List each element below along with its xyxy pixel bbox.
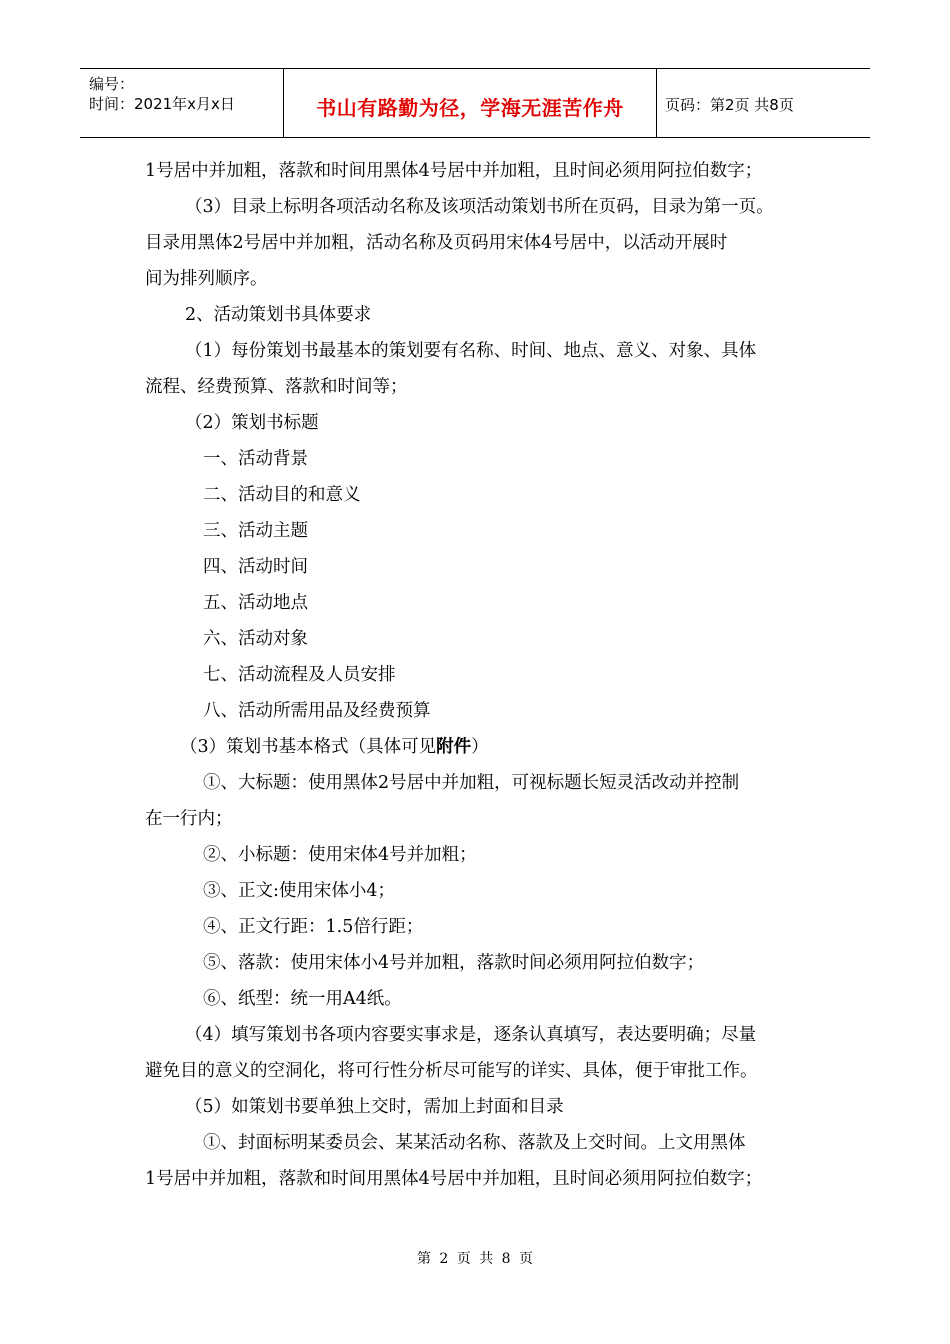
list-item: 八、活动所需用品及经费预算 bbox=[203, 701, 431, 721]
body-line: （2）策划书标题 bbox=[185, 413, 319, 433]
header-page-cell bbox=[657, 69, 870, 137]
body-line bbox=[180, 736, 489, 758]
list-item: 三、活动主题 bbox=[203, 521, 308, 541]
list-item: ④、正文行距：1.5倍行距； bbox=[203, 917, 424, 937]
list-item: 六、活动对象 bbox=[203, 629, 308, 649]
page-header bbox=[80, 68, 870, 138]
section-heading: 2、活动策划书具体要求 bbox=[185, 305, 372, 325]
body-line: （5）如策划书要单独上交时，需加上封面和目录 bbox=[185, 1097, 564, 1117]
body-line: 避免目的意义的空洞化，将可行性分析尽可能写的详实、具体，便于审批工作。 bbox=[145, 1061, 758, 1081]
body-line: 1号居中并加粗，落款和时间用黑体4号居中并加粗，且时间必须用阿拉伯数字； bbox=[145, 1169, 763, 1189]
body-line: （1）每份策划书最基本的策划要有名称、时间、地点、意义、对象、具体 bbox=[185, 341, 757, 361]
list-item: ②、小标题：使用宋体4号并加粗； bbox=[203, 845, 477, 865]
body-line: （4）填写策划书各项内容要实事求是，逐条认真填写，表达要明确；尽量 bbox=[185, 1025, 757, 1045]
body-text: ） bbox=[471, 737, 489, 757]
list-item: ①、大标题：使用黑体2号居中并加粗，可视标题长短灵活改动并控制 bbox=[203, 773, 740, 793]
list-item: ⑥、纸型：统一用A4纸。 bbox=[203, 989, 402, 1009]
body-line: 流程、经费预算、落款和时间等； bbox=[145, 377, 408, 397]
header-page-info: 页码：第2页 共8页 bbox=[665, 96, 794, 114]
body-line: 1号居中并加粗，落款和时间用黑体4号居中并加粗，且时间必须用阿拉伯数字； bbox=[145, 161, 763, 181]
attachment-reference: 附件 bbox=[436, 737, 472, 757]
list-item: 五、活动地点 bbox=[203, 593, 308, 613]
document-number-label: 编号： bbox=[89, 75, 135, 93]
list-item: 四、活动时间 bbox=[203, 557, 308, 577]
body-line: （3）目录上标明各项活动名称及该项活动策划书所在页码，目录为第一页。 bbox=[185, 197, 774, 217]
list-item: ⑤、落款：使用宋体小4号并加粗，落款时间必须用阿拉伯数字； bbox=[203, 953, 705, 973]
list-item: 七、活动流程及人员安排 bbox=[203, 665, 396, 685]
list-item: 二、活动目的和意义 bbox=[203, 485, 361, 505]
header-motto: 书山有路勤为径，学海无涯苦作舟 bbox=[316, 96, 624, 120]
body-line: 间为排列顺序。 bbox=[145, 269, 268, 289]
header-motto-cell bbox=[283, 69, 657, 137]
list-item: 一、活动背景 bbox=[203, 449, 308, 469]
body-line: 在一行内； bbox=[145, 809, 233, 829]
list-item: ①、封面标明某委员会、某某活动名称、落款及上交时间。上文用黑体 bbox=[203, 1133, 746, 1153]
body-line: 目录用黑体2号居中并加粗，活动名称及页码用宋体4号居中，以活动开展时 bbox=[145, 233, 728, 253]
page-footer: 第 2 页 共 8 页 bbox=[416, 1251, 534, 1267]
body-text: （3）策划书基本格式（具体可见 bbox=[180, 737, 437, 757]
list-item: ③、正文:使用宋体小4； bbox=[203, 881, 396, 901]
header-left-cell bbox=[80, 69, 283, 137]
document-date: 时间：2021年x月x日 bbox=[89, 95, 235, 113]
